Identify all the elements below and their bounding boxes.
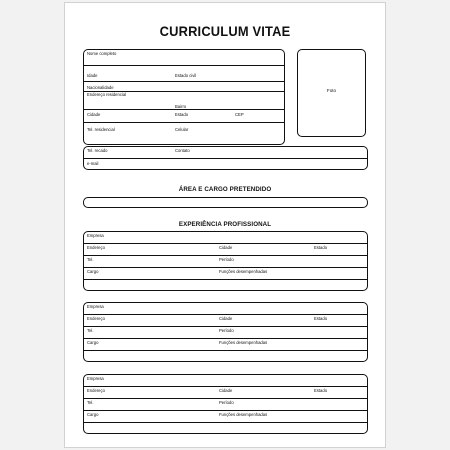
cargo-label: Cargo bbox=[87, 269, 99, 274]
personal-row bbox=[84, 92, 284, 110]
experience-row bbox=[84, 303, 367, 315]
experience-row bbox=[84, 244, 367, 256]
funcoes-label: Funções desempenhadas bbox=[219, 412, 268, 417]
celular-label: Celular bbox=[175, 127, 189, 132]
contato-label: Contato bbox=[175, 148, 190, 153]
cidade-label: Cidade bbox=[219, 388, 233, 393]
experience-row bbox=[84, 327, 367, 339]
personal-data-box bbox=[83, 49, 285, 145]
tel-label: Tel. bbox=[87, 400, 94, 405]
area-cargo-box bbox=[83, 197, 368, 208]
cargo-label: Cargo bbox=[87, 340, 99, 345]
personal-row bbox=[84, 110, 284, 123]
experience-row bbox=[84, 411, 367, 423]
estado-label: Estado bbox=[314, 388, 328, 393]
endereco-label: Endereço bbox=[87, 388, 105, 393]
experience-row bbox=[84, 315, 367, 327]
funcoes-label: Funções desempenhadas bbox=[219, 340, 268, 345]
periodo-label: Período bbox=[219, 400, 234, 405]
empresa-label: Empresa bbox=[87, 233, 104, 238]
experience-box-1 bbox=[83, 231, 368, 291]
photo-box bbox=[297, 49, 366, 137]
cep-label: CEP bbox=[235, 112, 244, 117]
endereco-residencial-label: Endereço residencial bbox=[87, 92, 127, 97]
personal-row bbox=[84, 50, 284, 66]
cidade-label: Cidade bbox=[219, 316, 233, 321]
nacionalidade-label: Nacionalidade bbox=[87, 85, 114, 90]
estado-label: Estado bbox=[314, 316, 328, 321]
experience-box-3 bbox=[83, 374, 368, 434]
tel-residencial-label: Tel. residencial bbox=[87, 127, 115, 132]
periodo-label: Período bbox=[219, 328, 234, 333]
endereco-label: Endereço bbox=[87, 245, 105, 250]
experience-row bbox=[84, 256, 367, 268]
cidade-label: Cidade bbox=[87, 112, 101, 117]
experience-row bbox=[84, 387, 367, 399]
tel-label: Tel. bbox=[87, 328, 94, 333]
estado-label: Estado bbox=[314, 245, 328, 250]
area-cargo-heading: ÁREA E CARGO PRETENDIDO bbox=[178, 186, 272, 193]
periodo-label: Período bbox=[219, 257, 234, 262]
idade-label: Idade bbox=[87, 73, 98, 78]
nome-completo-label: Nome completo bbox=[87, 51, 117, 56]
empresa-label: Empresa bbox=[87, 304, 104, 309]
personal-row bbox=[84, 66, 284, 82]
tel-label: Tel. bbox=[87, 257, 94, 262]
personal-row bbox=[84, 82, 284, 92]
bairro-label: Bairro bbox=[175, 104, 187, 109]
experience-row bbox=[84, 339, 367, 351]
foto-label: Foto bbox=[326, 88, 337, 93]
tel-recado-label: Tel. recado bbox=[87, 148, 108, 153]
funcoes-label: Funções desempenhadas bbox=[219, 269, 268, 274]
cargo-label: Cargo bbox=[87, 412, 99, 417]
experience-row bbox=[84, 232, 367, 244]
experience-row bbox=[84, 399, 367, 411]
empresa-label: Empresa bbox=[87, 376, 104, 381]
cv-form-sheet bbox=[64, 2, 386, 448]
contact-row bbox=[84, 147, 367, 159]
personal-row bbox=[84, 123, 284, 136]
experiencia-heading: EXPERIÊNCIA PROFISSIONAL bbox=[178, 221, 272, 228]
endereco-label: Endereço bbox=[87, 316, 105, 321]
email-label: e-mail bbox=[87, 161, 99, 166]
contact-box bbox=[83, 146, 368, 170]
cidade-label: Cidade bbox=[219, 245, 233, 250]
experience-box-2 bbox=[83, 302, 368, 362]
form-title: CURRICULUM VITAE bbox=[159, 23, 291, 39]
estado-label: Estado bbox=[175, 112, 189, 117]
experience-row bbox=[84, 268, 367, 280]
experience-row bbox=[84, 375, 367, 387]
estado-civil-label: Estado civil bbox=[175, 73, 197, 78]
